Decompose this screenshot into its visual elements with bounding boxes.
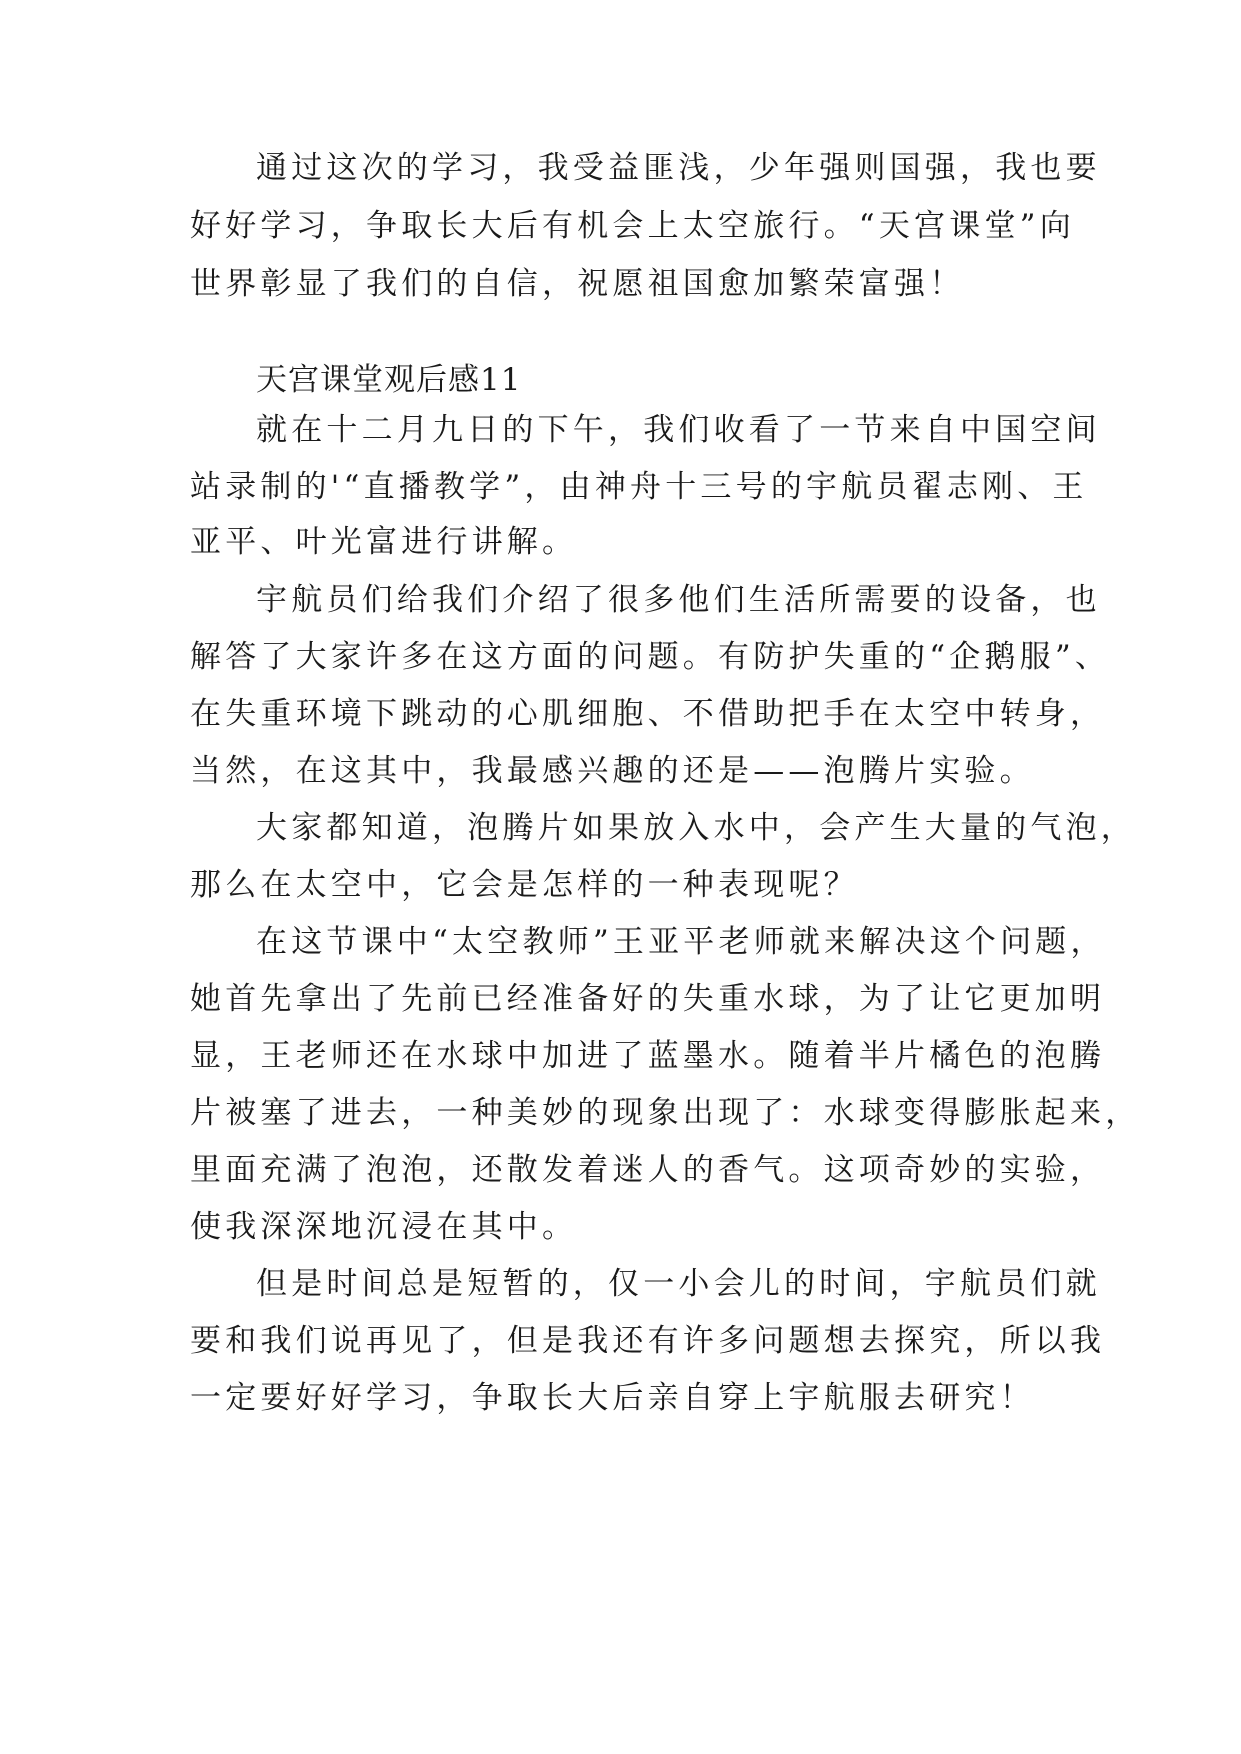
paragraph-1-line-2: 好好学习，争取长大后有机会上太空旅行。“天宫课堂”向 xyxy=(190,208,1075,244)
paragraph-2-line-2: 站录制的'“直播教学”，由神舟十三号的宇航员翟志刚、王 xyxy=(190,469,1088,505)
section-title: 天宫课堂观后感11 xyxy=(256,362,522,398)
paragraph-4-line-1: 大家都知道，泡腾片如果放入水中，会产生大量的气泡， xyxy=(256,810,1136,846)
paragraph-3-line-2: 解答了大家许多在这方面的问题。有防护失重的“企鹅服”、 xyxy=(190,639,1111,675)
paragraph-4-line-2: 那么在太空中，它会是怎样的一种表现呢？ xyxy=(190,867,859,903)
paragraph-6-line-2: 要和我们说再见了，但是我还有许多问题想去探究，所以我 xyxy=(190,1323,1106,1359)
paragraph-5-line-2: 她首先拿出了先前已经准备好的失重水球，为了让它更加明 xyxy=(190,981,1106,1017)
paragraph-3-line-3: 在失重环境下跳动的心肌细胞、不借助把手在太空中转身， xyxy=(190,696,1106,732)
paragraph-6-line-1: 但是时间总是短暂的，仅一小会儿的时间，宇航员们就 xyxy=(256,1266,1101,1302)
paragraph-3-line-4: 当然，在这其中，我最感兴趣的还是——泡腾片实验。 xyxy=(190,753,1035,789)
paragraph-5-line-3: 显，王老师还在水球中加进了蓝墨水。随着半片橘色的泡腾 xyxy=(190,1038,1106,1074)
paragraph-3-line-1: 宇航员们给我们介绍了很多他们生活所需要的设备，也 xyxy=(256,582,1101,618)
paragraph-1-line-1: 通过这次的学习，我受益匪浅，少年强则国强，我也要 xyxy=(256,150,1101,186)
paragraph-5-line-4: 片被塞了进去，一种美妙的现象出现了：水球变得膨胀起来， xyxy=(190,1095,1141,1131)
paragraph-6-line-3: 一定要好好学习，争取长大后亲自穿上宇航服去研究！ xyxy=(190,1380,1035,1416)
paragraph-5-line-6: 使我深深地沉浸在其中。 xyxy=(190,1209,578,1245)
paragraph-5-line-1: 在这节课中“太空教师”王亚平老师就来解决这个问题， xyxy=(256,924,1106,960)
paragraph-5-line-5: 里面充满了泡泡，还散发着迷人的香气。这项奇妙的实验， xyxy=(190,1152,1106,1188)
paragraph-1-line-3: 世界彰显了我们的自信，祝愿祖国愈加繁荣富强！ xyxy=(190,266,965,302)
paragraph-2-line-3: 亚平、叶光富进行讲解。 xyxy=(190,524,578,560)
paragraph-2-line-1: 就在十二月九日的下午，我们收看了一节来自中国空间 xyxy=(256,412,1101,448)
